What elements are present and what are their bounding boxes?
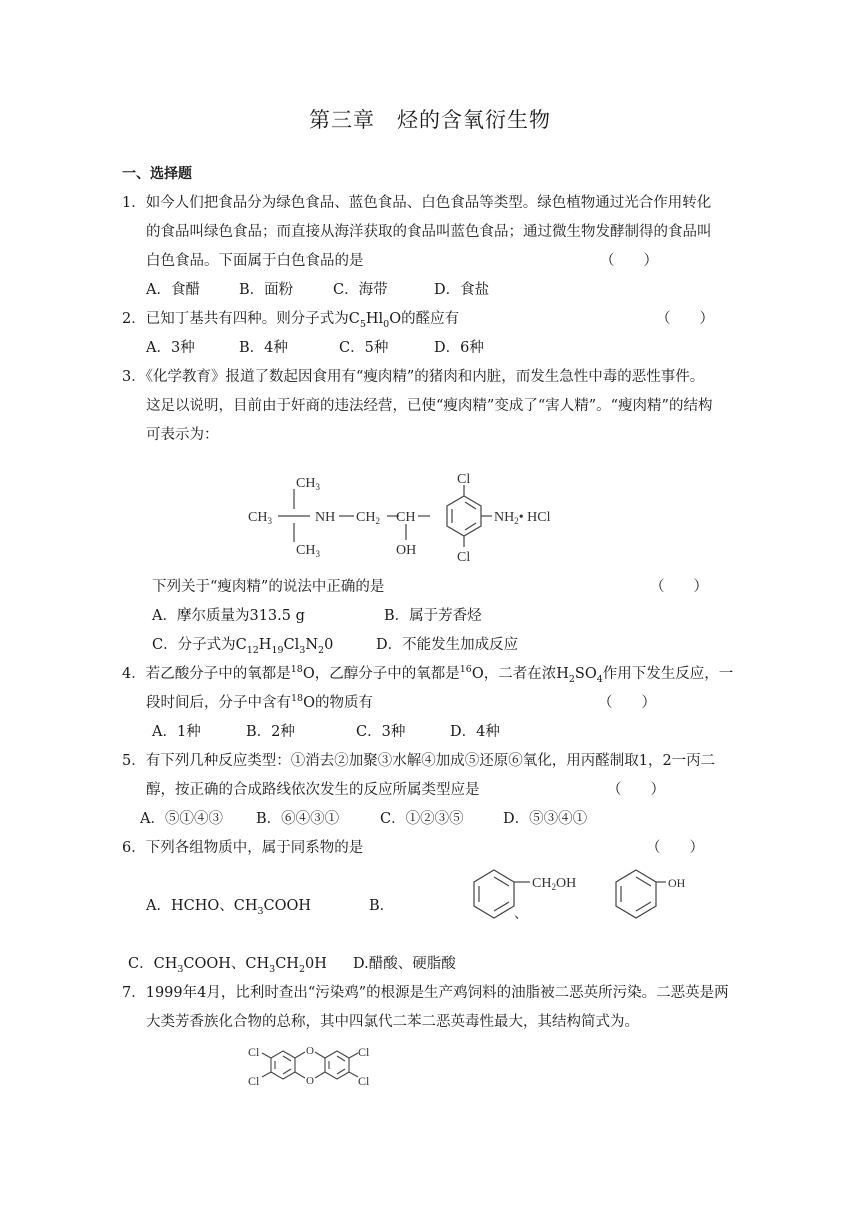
mol-nh2-hcl: $NH_2•$ HCl <box>494 510 551 526</box>
dioxin-structure <box>240 1040 380 1102</box>
q2-answer-paren: （ ） <box>656 311 714 327</box>
mol-ch: CH <box>396 510 416 525</box>
section-heading: 一、选择题 <box>122 166 192 182</box>
q1-option-c: C．海带 <box>333 282 388 298</box>
q2-stem: 2．已知丁基共有四种。则分子式为$C_5Hl_0O$的醛应有 <box>122 311 460 330</box>
q3-line1: 3．《化学教育》报道了数起因食用有“瘦肉精”的猪肉和内脏，而发生急性中毒的恶性事件。 <box>122 369 705 385</box>
q3-option-c: C．分子式为$C_{12}H_{19}Cl_3N_20$ <box>152 637 334 656</box>
q1-option-d: D．食盐 <box>434 282 490 298</box>
q2-option-d: D．6种 <box>434 340 484 356</box>
q4-answer-paren: （ ） <box>598 695 656 711</box>
q2-option-a: A．3种 <box>146 340 195 356</box>
q1-option-a: A．食醋 <box>146 282 200 298</box>
q1-line2: 的食品叫绿色食品；而直接从海洋获取的食品叫蓝色食品；通过微生物发酵制得的食品叫 <box>146 224 712 240</box>
mol-ch3-left: $CH_3$ <box>248 510 272 526</box>
q5-option-d: D．⑤③④① <box>503 811 588 827</box>
q5-line2: 醇，按正确的合成路线依次发生的反应所属类型应是 <box>146 782 480 798</box>
dioxin-cl-1: Cl <box>248 1045 260 1059</box>
q4-option-a: A．1种 <box>152 724 201 740</box>
dioxin-cl-3: Cl <box>358 1045 370 1059</box>
q6-option-d: D.醋酸、硬脂酸 <box>353 956 456 972</box>
q5-option-b: B．⑥④③① <box>256 811 340 827</box>
q6-option-b: B． <box>369 898 395 914</box>
dioxin-o-top: O <box>306 1045 314 1057</box>
q2-option-b: B．4种 <box>239 340 288 356</box>
q6-option-a: A．HCHO、$CH_3COOH$ <box>146 898 312 917</box>
q6-option-c: C．$CH_3COOH$、$CH_3CH_20H$ <box>128 956 327 975</box>
page-title: 第三章 烃的含氧衍生物 <box>309 108 551 132</box>
q3-option-d: D．不能发生加成反应 <box>376 637 519 653</box>
q3-stem: 下列关于“瘦肉精”的说法中正确的是 <box>152 579 385 595</box>
q7-line2: 大类芳香族化合物的总称，其中四氯代二苯二恶英毒性最大，其结构简式为。 <box>146 1014 639 1030</box>
mol-ch2: $CH_2$ <box>356 510 380 526</box>
q3-option-b: B．属于芳香烃 <box>384 608 482 624</box>
benzyl-alcohol-phenol-structures <box>460 862 700 932</box>
q1-option-b: B．面粉 <box>239 282 294 298</box>
q5-line1: 5．有下列几种反应类型：①消去②加聚③水解④加成⑤还原⑥氧化，用丙醛制取1，2一丙二 <box>122 753 716 769</box>
q5-option-a: A．⑤①④③ <box>140 811 223 827</box>
q5-option-c: C．①②③⑤ <box>380 811 464 827</box>
q6-stem: 6．下列各组物质中，属于同系物的是 <box>122 840 364 856</box>
q7-line1: 7．1999年4月，比利时查出“污染鸡”的根源是生产鸡饲料的油脂被二恶英所污染。二恶英是两 <box>122 985 729 1001</box>
q1-line1: 1．如今人们把食品分为绿色食品、蓝色食品、白色食品等类型。绿色植物通过光合作用转化 <box>122 195 712 211</box>
q3-option-a: A．摩尔质量为313.5 g <box>152 608 305 624</box>
q6-answer-paren: （ ） <box>646 840 704 856</box>
q4-option-c: C．3种 <box>356 724 406 740</box>
mol-phenol-oh: OH <box>668 876 686 890</box>
q4-line1: 4．若乙酸分子中的氧都是$^{18}$O，乙醇分子中的氧都是$^{16}$O，二者在浓$H_2SO_4$作用下发生反应，一 <box>122 664 734 685</box>
mol-separator: 、 <box>514 907 528 922</box>
q3-answer-paren: （ ） <box>650 579 708 595</box>
q5-answer-paren: （ ） <box>607 782 665 798</box>
mol-cl-bottom: Cl <box>457 550 471 565</box>
q2-option-c: C．5种 <box>339 340 389 356</box>
dioxin-o-bottom: O <box>306 1075 314 1087</box>
mol-cl-top: Cl <box>457 472 471 487</box>
mol-oh: OH <box>396 543 417 558</box>
q4-line2: 段时间后，分子中含有$^{18}$O的物质有 <box>146 693 373 711</box>
mol-ch3-top: $CH_3$ <box>296 476 320 492</box>
q4-option-b: B．2种 <box>246 724 295 740</box>
clenbuterol-structure <box>244 468 584 568</box>
q1-line3: 白色食品。下面属于白色食品的是 <box>146 253 364 269</box>
dioxin-cl-2: Cl <box>248 1074 260 1088</box>
q3-line2: 这足以说明，目前由于奸商的违法经营，已使“瘦肉精”变成了“害人精”。“瘦肉精”的结构 <box>146 398 713 414</box>
q4-option-d: D．4种 <box>450 724 500 740</box>
dioxin-cl-4: Cl <box>358 1074 370 1088</box>
mol-ch2oh: $CH_2OH$ <box>532 876 577 892</box>
mol-nh: NH <box>315 510 336 525</box>
mol-ch3-bottom: $CH_3$ <box>296 543 320 559</box>
q3-line3: 可表示为： <box>146 427 219 443</box>
q1-answer-paren: （ ） <box>600 253 658 269</box>
